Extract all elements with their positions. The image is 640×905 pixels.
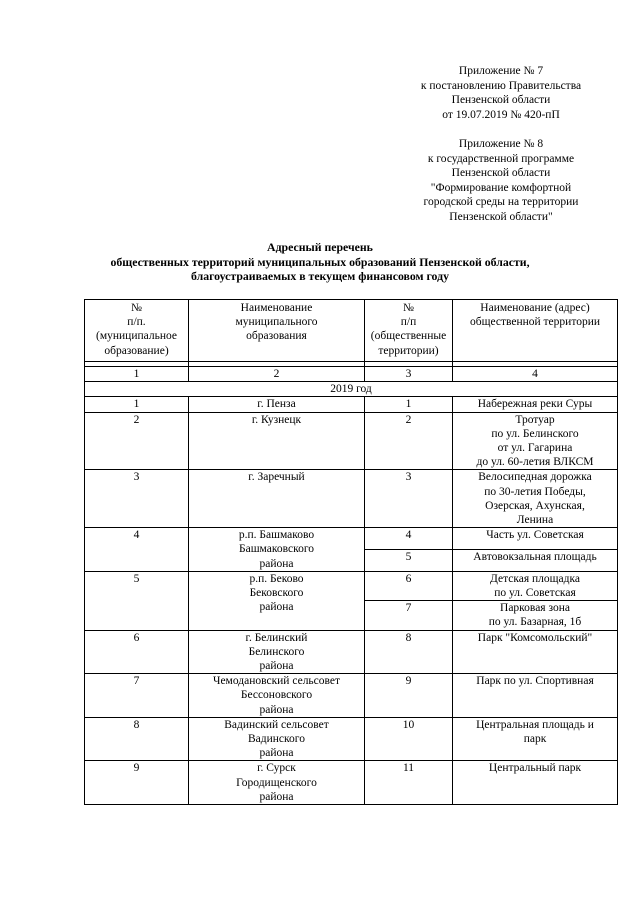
territory-name-line: Часть ул. Советская [486, 529, 584, 542]
mun-name-line: Городищенского [236, 776, 317, 789]
header-territory-no [365, 300, 453, 362]
mun-name-cell [189, 412, 365, 470]
table-row [85, 630, 618, 674]
territory-name-cell [453, 674, 618, 718]
table-row [85, 528, 618, 550]
territory-name-line: до ул. 60-летия ВЛКСМ [476, 456, 594, 469]
territory-name-line: Парк по ул. Спортивная [476, 675, 594, 688]
appendix-7-line: от 19.07.2019 № 420-пП [442, 108, 560, 121]
table-row [85, 571, 618, 600]
mun-name-line: р.п. Беково [249, 572, 304, 585]
territory-name-cell [453, 630, 618, 674]
header-line: (общественные [370, 330, 447, 343]
mun-name-cell [189, 630, 365, 674]
appendix-8-line: "Формирование комфортной [430, 181, 572, 194]
table-row [85, 470, 618, 528]
mun-name-cell [189, 397, 365, 412]
territory-name-line: Парк "Комсомольский" [477, 631, 593, 644]
mun-name-line: Башмаковского [238, 543, 315, 556]
territory-name-line: Автовокзальная площадь [473, 551, 597, 564]
header-mun-name [189, 300, 365, 362]
mun-name-line: района [259, 703, 294, 716]
mun-no-cell: 9 [85, 761, 189, 805]
territory-name-line: от ул. Гагарина [497, 442, 573, 455]
territory-name-line: Центральный парк [488, 762, 582, 775]
mun-no-cell: 6 [85, 630, 189, 674]
column-numbers-row [85, 367, 618, 382]
territory-name-cell [453, 470, 618, 528]
territory-name-line: Велосипедная дорожка [478, 471, 592, 484]
territory-name-line: по ул. Базарная, 1б [488, 616, 582, 629]
title-line: Адресный перечень [267, 240, 373, 254]
mun-no-cell: 7 [85, 674, 189, 718]
territories-table [84, 299, 618, 805]
appendix-8-line: Пензенской области [451, 167, 551, 180]
header-line: образования [246, 330, 307, 343]
mun-name-line: Вадинского [248, 733, 305, 746]
table-row [85, 761, 618, 805]
appendix-7-line: к постановлению Правительства [420, 79, 582, 92]
header-line: Наименование [240, 302, 313, 314]
territory-name-cell [453, 601, 618, 630]
territory-no-cell: 11 [365, 761, 453, 805]
header-line: образование) [104, 344, 169, 357]
appendix-7-header [386, 64, 616, 122]
mun-name-line: г. Пенза [257, 398, 296, 411]
mun-name-cell [189, 674, 365, 718]
territory-name-line: парк [523, 733, 547, 746]
table-row [85, 397, 618, 412]
mun-name-line: р.п. Башмаково [238, 529, 315, 542]
territory-no-cell: 1 [365, 397, 453, 412]
mun-name-line: района [259, 747, 294, 760]
mun-no-cell: 1 [85, 397, 189, 412]
mun-name-line: Вадинский сельсовет [224, 718, 329, 731]
mun-no-cell: 4 [85, 528, 189, 572]
territory-no-cell: 9 [365, 674, 453, 718]
territory-no-cell: 4 [365, 528, 453, 550]
territory-no-cell: 5 [365, 550, 453, 572]
mun-no-cell: 2 [85, 412, 189, 470]
territory-name-line: Парковая зона [500, 602, 570, 615]
territory-no-cell: 8 [365, 630, 453, 674]
territory-name-line: Набережная реки Суры [477, 398, 593, 411]
column-number: 1 [85, 367, 189, 382]
table-row [85, 412, 618, 470]
mun-name-cell [189, 717, 365, 761]
title-line: общественных территорий муниципальных образований Пензенской области, [110, 254, 530, 269]
document-title [86, 240, 554, 284]
territory-name-cell [453, 550, 618, 572]
appendix-7-line: Пензенской области [451, 94, 551, 107]
mun-name-line: г. Сурск [257, 762, 296, 775]
header-line: общественной территории [470, 316, 600, 329]
mun-name-line: г. Кузнецк [251, 413, 302, 426]
mun-no-cell: 5 [85, 571, 189, 630]
header-mun-no [85, 300, 189, 362]
mun-name-line: района [259, 557, 294, 570]
year-cell: 2019 год [85, 382, 618, 397]
appendix-8-line: Пензенской области" [449, 210, 553, 223]
territory-name-cell [453, 528, 618, 550]
appendix-7-line: Приложение № 7 [458, 65, 544, 77]
territory-no-cell: 6 [365, 571, 453, 600]
mun-name-cell [189, 528, 365, 572]
territory-name-line: Ленина [516, 514, 554, 527]
mun-name-cell [189, 571, 365, 630]
mun-name-cell [189, 761, 365, 805]
header-line: № [131, 302, 142, 314]
territory-name-cell [453, 571, 618, 600]
territory-no-cell: 7 [365, 601, 453, 630]
territory-name-cell [453, 397, 618, 412]
table-row [85, 717, 618, 761]
territory-name-cell [453, 761, 618, 805]
territory-name-line: Тротуар [515, 413, 555, 426]
appendix-8-header [386, 137, 616, 225]
header-line: Наименование (адрес) [480, 302, 590, 314]
header-line: муниципального [235, 316, 318, 329]
table-header-row [85, 300, 618, 362]
appendix-8-line: Приложение № 8 [458, 138, 544, 150]
table-row [85, 674, 618, 718]
mun-name-line: г. Белинский [245, 631, 308, 644]
territory-name-line: по ул. Белинского [491, 427, 579, 440]
mun-name-cell [189, 470, 365, 528]
appendix-8-line: к государственной программе [427, 152, 575, 165]
mun-no-cell: 3 [85, 470, 189, 528]
header-line: п/п [400, 316, 417, 329]
territory-name-line: Центральная площадь и [476, 718, 594, 731]
column-number: 2 [189, 367, 365, 382]
header-line: п/п. [127, 316, 146, 329]
territory-name-line: по ул. Советская [494, 587, 576, 600]
column-number: 4 [453, 367, 618, 382]
mun-name-line: Белинского [248, 645, 305, 658]
header-line: (муниципальное [96, 330, 177, 343]
mun-name-line: района [259, 601, 294, 614]
title-line: благоустраиваемых в текущем финансовом году [191, 269, 449, 284]
territory-no-cell: 2 [365, 412, 453, 470]
territory-name-line: Озерская, Ахунская, [485, 499, 585, 512]
mun-name-line: г. Заречный [248, 471, 305, 484]
territory-no-cell: 10 [365, 717, 453, 761]
territory-no-cell: 3 [365, 470, 453, 528]
column-number: 3 [365, 367, 453, 382]
mun-no-cell: 8 [85, 717, 189, 761]
year-row [85, 382, 618, 397]
territory-name-line: Детская площадка [489, 572, 580, 585]
mun-name-line: района [259, 790, 294, 803]
header-territory-name [453, 300, 618, 362]
territory-name-line: по 30-летия Победы, [484, 485, 586, 498]
territory-name-cell [453, 717, 618, 761]
mun-name-line: Бессоновского [240, 689, 313, 702]
mun-name-line: Бековского [249, 587, 304, 600]
territory-name-cell [453, 412, 618, 470]
appendix-8-line: городской среды на территории [423, 196, 579, 209]
header-line: № [403, 302, 414, 314]
header-line: территории) [378, 344, 439, 357]
mun-name-line: Чемодановский сельсовет [212, 675, 341, 688]
mun-name-line: района [259, 660, 294, 673]
